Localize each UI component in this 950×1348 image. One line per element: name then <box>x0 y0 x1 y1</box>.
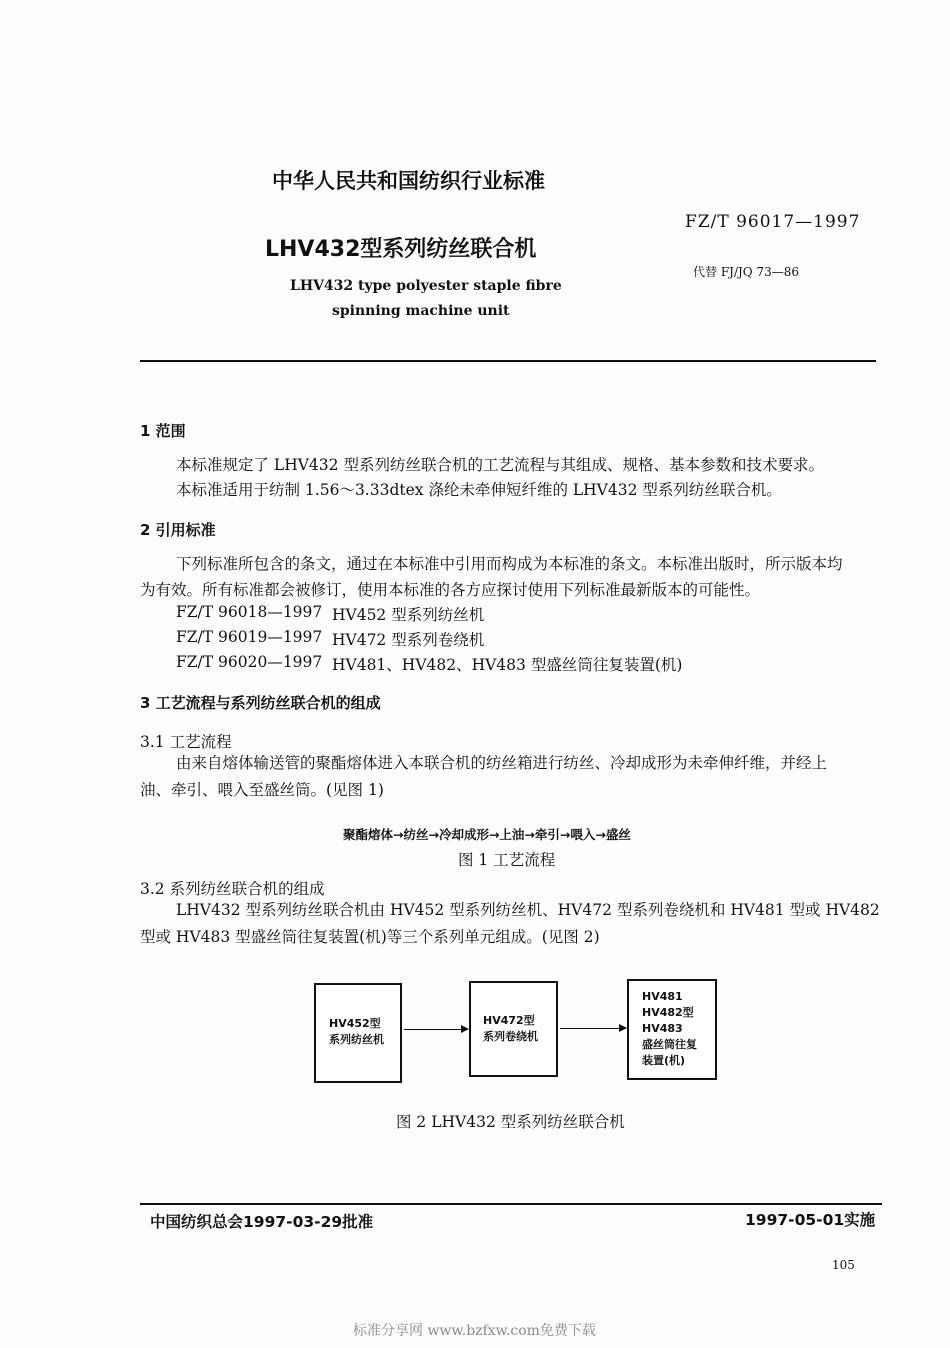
replaces-note: 代替 FJ/JQ 73—86 <box>693 265 799 279</box>
section-3-heading: 3 工艺流程与系列纺丝联合机的组成 <box>140 694 381 712</box>
box-spinning-machine-label: HV452型 <box>329 1017 381 1030</box>
section-2-paragraph-line1: 下列标准所包含的条文，通过在本标准中引用而构成为本标准的条文。本标准出版时，所示版本均 <box>176 555 843 573</box>
document-title: LHV432型系列纺丝联合机 <box>265 237 537 262</box>
section-3-2-heading: 3.2 系列纺丝联合机的组成 <box>140 880 325 898</box>
box-winding-machine-label: HV472型 <box>483 1014 535 1027</box>
section-1-paragraph-2: 本标准适用于纺制 1.56～3.33dtex 涤纶未牵伸短纤维的 LHV432 型系列纺丝联合机。 <box>176 481 782 499</box>
box-spinning-machine-label: 系列纺丝机 <box>329 1033 384 1046</box>
reference-code: FZ/T 96020—1997 <box>176 653 323 671</box>
arrow-2-line <box>560 1028 619 1029</box>
box-can-traverse-label: HV483 <box>642 1022 683 1035</box>
footer-divider <box>140 1203 882 1205</box>
section-2-paragraph-line2: 为有效。所有标准都会被修订，使用本标准的各方应探讨使用下列标准最新版本的可能性。 <box>140 581 761 599</box>
org-title: 中华人民共和国纺织行业标准 <box>272 169 545 193</box>
box-can-traverse-label: 装置(机) <box>642 1054 686 1067</box>
standard-number: FZ/T 96017—1997 <box>685 212 861 232</box>
page-number: 105 <box>832 1258 855 1272</box>
english-title-line2: spinning machine unit <box>332 303 510 319</box>
box-can-traverse-label: 盛丝筒往复 <box>642 1038 697 1051</box>
reference-title: HV472 型系列卷绕机 <box>332 631 485 649</box>
reference-code: FZ/T 96018—1997 <box>176 603 323 621</box>
arrow-1-line <box>404 1029 461 1030</box>
reference-code: FZ/T 96019—1997 <box>176 628 323 646</box>
section-1-paragraph-1: 本标准规定了 LHV432 型系列纺丝联合机的工艺流程与其组成、规格、基本参数和技术要求。 <box>176 456 824 474</box>
section-3-1-line1: 由来自熔体输送管的聚酯熔体进入本联合机的纺丝箱进行纺丝、冷却成形为未牵伸纤维，并经上 <box>176 754 828 772</box>
section-1-heading: 1 范围 <box>140 422 186 440</box>
section-3-1-line2: 油、牵引、喂入至盛丝筒。(见图 1) <box>140 781 384 799</box>
arrow-1-head <box>461 1025 469 1033</box>
section-3-1-heading: 3.1 工艺流程 <box>140 733 232 751</box>
reference-title: HV481、HV482、HV483 型盛丝筒往复装置(机) <box>332 656 683 674</box>
english-title-line1: LHV432 type polyester staple fibre <box>290 278 562 294</box>
effective-date: 1997-05-01实施 <box>745 1211 876 1229</box>
figure-1-caption: 图 1 工艺流程 <box>458 851 556 869</box>
arrow-2-head <box>619 1024 627 1032</box>
watermark: 标准分享网 www.bzfxw.com免费下载 <box>353 1323 596 1339</box>
box-can-traverse-label: HV482型 <box>642 1006 694 1019</box>
reference-title: HV452 型系列纺丝机 <box>332 606 485 624</box>
section-3-2-line2: 型或 HV483 型盛丝筒往复装置(机)等三个系列单元组成。(见图 2) <box>140 928 600 946</box>
section-3-2-line1: LHV432 型系列纺丝联合机由 HV452 型系列纺丝机、HV472 型系列卷绕机和 HV481 型或 HV482 <box>176 901 880 919</box>
box-winding-machine-label: 系列卷绕机 <box>483 1030 538 1043</box>
process-flow: 聚酯熔体→纺丝→冷却成形→上油→牵引→喂入→盛丝 <box>343 827 631 842</box>
header-divider <box>140 360 876 362</box>
section-2-heading: 2 引用标准 <box>140 521 216 539</box>
figure-2-caption: 图 2 LHV432 型系列纺丝联合机 <box>396 1113 625 1131</box>
box-can-traverse-label: HV481 <box>642 990 683 1003</box>
approval-note: 中国纺织总会1997-03-29批准 <box>150 1213 374 1231</box>
